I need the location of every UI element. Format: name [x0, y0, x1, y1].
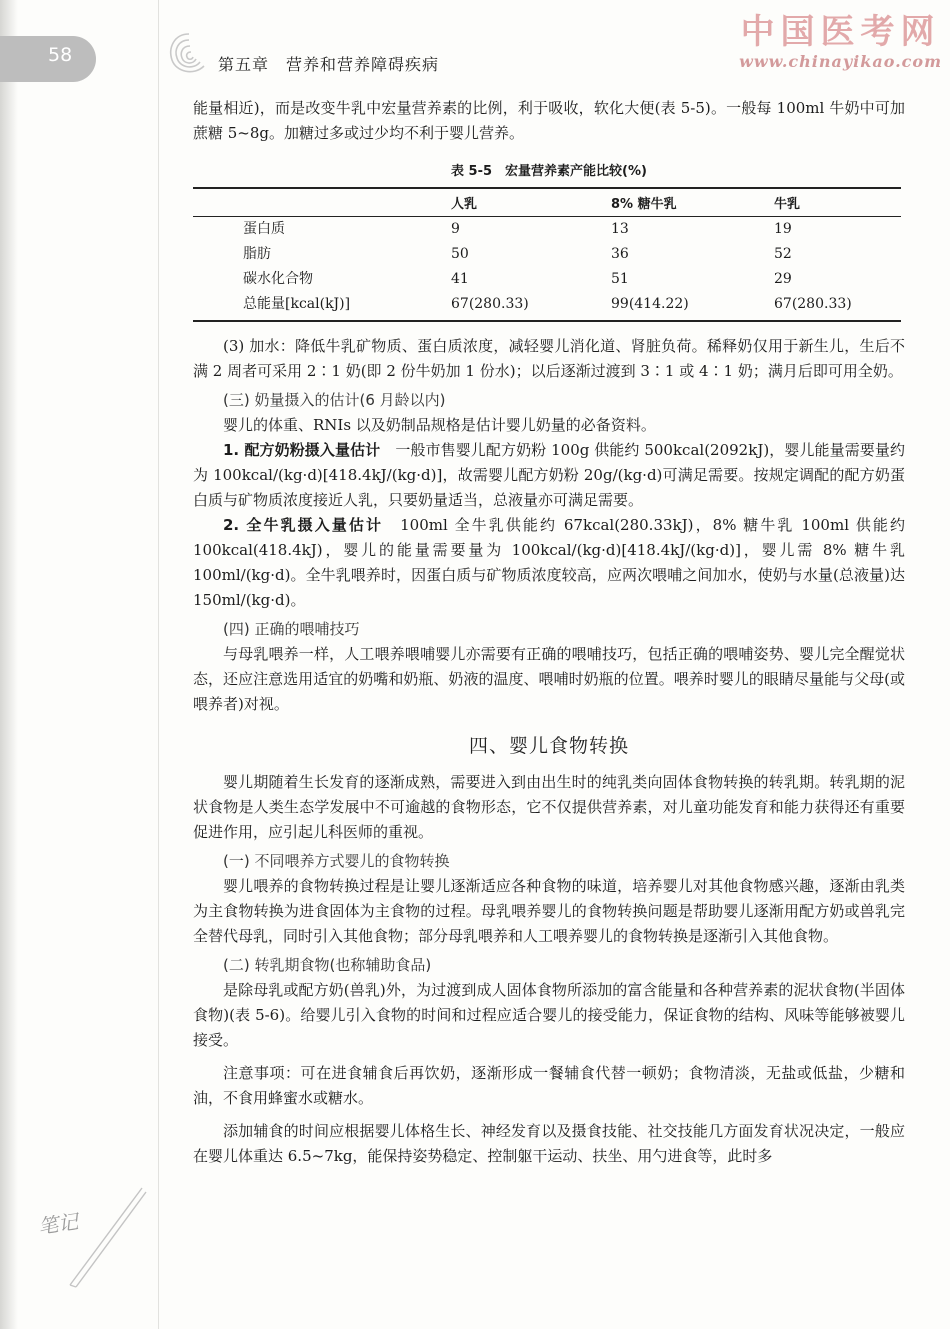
table-cell: 29 [774, 271, 792, 287]
paragraph: 能量相近)，而是改变牛乳中宏量营养素的比例，利于吸收，软化大便(表 5-5)。一般每 100ml 牛奶中可加蔗糖 5~8g。加糖过多或过少均不利于婴儿营养。 [193, 99, 905, 142]
table-cell: 67(280.33) [451, 292, 611, 321]
table-cell: 13 [611, 221, 629, 237]
watermark-logo-text: 中国医考网 [740, 12, 941, 52]
page-shadow [0, 0, 18, 1329]
notes-label: 笔记 [36, 1209, 80, 1239]
subsection-heading: (四) 正确的喂哺技巧 [223, 620, 360, 638]
numbered-heading: 2. 全牛乳摄入量估计 [223, 516, 384, 534]
page-number: 58 [48, 44, 73, 66]
paragraph: (3) 加水：降低牛乳矿物质、蛋白质浓度，减轻婴儿消化道、肾脏负荷。稀释奶仅用于新生儿，生后不满 2 周者可采用 2∶1 奶(即 2 份牛奶加 1 份水)；以后逐渐过渡到 3∶1 或 4∶1 奶；满月后即可用全奶。 [193, 337, 905, 380]
table-cell: 50 [451, 246, 469, 262]
table-header-cell: 人乳 [451, 188, 611, 217]
table-caption: 表 5-5 宏量营养素产能比较(%) [451, 164, 647, 179]
table-header-cell: 牛乳 [774, 188, 901, 217]
subsection-heading: (三) 奶量摄入的估计(6 月龄以内) [223, 391, 446, 409]
table-header-row [193, 188, 901, 217]
table-cell: 67(280.33) [774, 292, 901, 321]
table-row [193, 217, 901, 243]
subsection-heading: (二) 转乳期食物(也称辅助食品) [223, 956, 432, 974]
paragraph [193, 438, 905, 513]
paragraph: 婴儿期随着生长发育的逐渐成熟，需要进入到由出生时的纯乳类向固体食物转换的转乳期。转乳期的泥状食物是人类生态学发展中不可逾越的食物形态，它不仅提供营养素，对儿童功能发育和能力获得还有重要促进作用，应引起儿科医师的重视。 [193, 773, 905, 841]
table-row [193, 242, 901, 267]
paragraph: 婴儿的体重、RNIs 以及奶制品规格是估计婴儿奶量的必备资料。 [223, 416, 656, 434]
macronutrient-table [193, 187, 901, 322]
paragraph-text: 一般市售婴儿配方奶粉 100g 供能约 500kcal(2092kJ)，婴儿能量需要量约为 100kcal/(kg·d)[418.4kJ/(kg·d)]，故需婴儿配方奶粉 20g/(kg·d)可满足需要。按规定调配的配方奶蛋白质与矿物质浓度接近人乳，只要奶量适当，总液量亦可满足需要。 [193, 441, 905, 509]
watermark-url: www.chinayikao.com [739, 52, 942, 71]
table-cell: 41 [451, 271, 469, 287]
paragraph: 注意事项：可在进食辅食后再饮奶，逐渐形成一餐辅食代替一顿奶；食物清淡，无盐或低盐，少糖和油，不食用蜂蜜水或糖水。 [193, 1064, 905, 1107]
swirl-ornament-icon [164, 28, 214, 80]
watermark [739, 12, 942, 71]
table-cell: 52 [774, 246, 792, 262]
pencil-icon [60, 1180, 150, 1290]
table-cell: 脂肪 [243, 246, 271, 262]
table-cell: 碳水化合物 [243, 271, 313, 287]
numbered-heading: 1. 配方奶粉摄入量估计 [223, 441, 381, 459]
paragraph-text: 100ml 全牛乳供能约 67kcal(280.33kJ)，8% 糖牛乳 100ml 供能约 100kcal(418.4kJ)，婴儿的能量需要量为 100kcal/(kg·d)[418.4kJ/(kg·d)]，婴儿需 8% 糖牛乳 100ml/(kg·d)。全牛乳喂养时，因蛋白质与矿物质浓度较高，应两次喂哺之间加水，使奶与水量(总液量)达 150ml/(kg·d)。 [193, 516, 905, 609]
table-cell: 蛋白质 [243, 221, 285, 237]
table-cell: 19 [774, 221, 792, 237]
paragraph [193, 513, 905, 613]
table-cell: 99(414.22) [611, 292, 774, 321]
paragraph: 添加辅食的时间应根据婴儿体格生长、神经发育以及摄食技能、社交技能几方面发育状况决定，一般应在婴儿体重达 6.5~7kg，能保持姿势稳定、控制躯干运动、扶坐、用勺进食等，此时多 [193, 1122, 905, 1165]
table-row [193, 292, 901, 321]
subsection-heading: (一) 不同喂养方式婴儿的食物转换 [223, 852, 450, 870]
table-header-cell: 8% 糖牛乳 [611, 188, 774, 217]
page-body [193, 96, 905, 1169]
table-cell: 36 [611, 246, 629, 262]
table-cell: 51 [611, 271, 629, 287]
margin-line [158, 0, 159, 1329]
paragraph: 与母乳喂养一样，人工喂养喂哺婴儿亦需要有正确的喂哺技巧，包括正确的喂哺姿势、婴儿完全醒觉状态，还应注意选用适宜的奶嘴和奶瓶、奶液的温度、喂哺时奶瓶的位置。喂养时婴儿的眼睛尽量能与父母(或喂养者)对视。 [193, 645, 905, 713]
section-title: 四、婴儿食物转换 [468, 735, 629, 757]
paragraph: 婴儿喂养的食物转换过程是让婴儿逐渐适应各种食物的味道，培养婴儿对其他食物感兴趣，逐渐由乳类为主食物转换为进食固体为主食物的过程。母乳喂养婴儿的食物转换问题是帮助婴儿逐渐用配方奶或兽乳完全替代母乳，同时引入其他食物；部分母乳喂养和人工喂养婴儿的食物转换是逐渐引入其他食物。 [193, 877, 905, 945]
table-cell: 9 [451, 221, 460, 237]
table-cell: 总能量[kcal(kJ)] [193, 292, 451, 321]
chapter-title: 第五章 营养和营养障碍疾病 [218, 55, 440, 74]
table-header-cell [193, 188, 451, 217]
table-row [193, 267, 901, 292]
paragraph: 是除母乳或配方奶(兽乳)外，为过渡到成人固体食物所添加的富含能量和各种营养素的泥状食物(半固体食物)(表 5-6)。给婴儿引入食物的时间和过程应适合婴儿的接受能力，保证食物的结构、风味等能够被婴儿接受。 [193, 981, 905, 1049]
